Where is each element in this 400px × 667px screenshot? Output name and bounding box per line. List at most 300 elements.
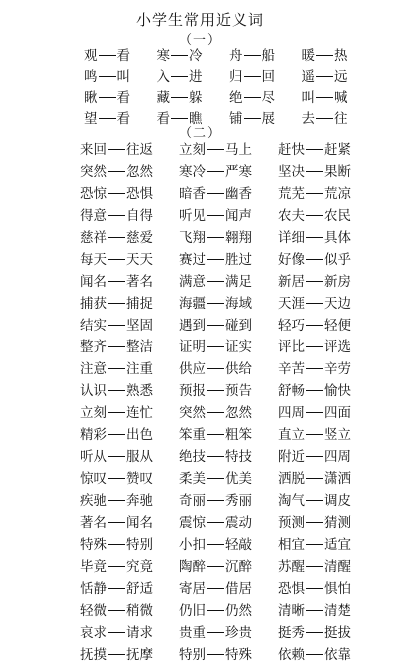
page-title: 小学生常用近义词 <box>135 11 264 29</box>
word-b: 进 <box>189 69 203 85</box>
word-a: 归 <box>229 69 243 85</box>
word-a: 藏 <box>156 90 170 106</box>
word-a: 预测 <box>278 514 305 531</box>
word-b: 秀丽 <box>225 493 252 509</box>
synonym-row <box>80 381 380 403</box>
section-2-label: （二） <box>178 126 221 141</box>
synonym-pair <box>278 425 377 447</box>
dash-separator <box>306 478 323 479</box>
word-a: 评比 <box>278 339 305 356</box>
synonym-pair <box>278 228 377 250</box>
word-a: 突然 <box>179 405 206 422</box>
synonym-pair <box>80 140 179 162</box>
word-b: 评选 <box>324 339 351 356</box>
word-b: 注重 <box>126 361 153 378</box>
synonym-pair <box>179 162 278 184</box>
synonym-pair <box>80 491 179 513</box>
word-b: 轻敲 <box>225 536 252 553</box>
synonym-pair <box>179 601 278 623</box>
synonym-pair <box>278 272 377 294</box>
word-a: 飞翔 <box>179 229 206 246</box>
word-a: 直立 <box>278 427 305 444</box>
dash-separator <box>306 632 323 633</box>
synonym-row <box>80 623 380 645</box>
synonym-row <box>80 228 380 250</box>
synonym-pair <box>80 381 179 403</box>
word-b: 清醒 <box>324 558 351 575</box>
word-b: 热 <box>334 48 348 64</box>
synonym-pair <box>302 46 375 67</box>
dash-separator <box>207 500 224 501</box>
dash-separator <box>306 412 323 413</box>
word-b: 抚摩 <box>126 646 153 663</box>
dash-separator <box>108 149 125 150</box>
word-b: 天边 <box>324 295 351 312</box>
word-a: 去 <box>301 111 315 127</box>
word-a: 轻巧 <box>278 317 305 334</box>
dash-separator <box>207 390 224 391</box>
synonym-pair <box>179 623 278 645</box>
word-b: 赞叹 <box>126 471 153 488</box>
word-a: 遇到 <box>179 317 206 334</box>
word-a: 突然 <box>80 163 107 180</box>
word-a: 依赖 <box>278 646 305 663</box>
word-b: 恐惧 <box>126 185 153 202</box>
word-a: 舟 <box>229 48 243 64</box>
word-a: 特别 <box>179 646 206 663</box>
word-b: 服从 <box>126 449 153 466</box>
dash-separator <box>108 281 125 282</box>
synonym-pair <box>80 250 179 272</box>
synonym-row <box>80 294 380 316</box>
word-b: 海域 <box>225 295 252 312</box>
word-b: 尽 <box>261 90 275 106</box>
synonym-row <box>84 46 374 67</box>
dash-separator <box>108 390 125 391</box>
synonym-pair <box>80 601 179 623</box>
dash-separator <box>207 259 224 260</box>
synonym-pair <box>278 162 377 184</box>
word-a: 淘气 <box>278 493 305 509</box>
word-b: 挺拔 <box>324 624 351 641</box>
dash-separator <box>306 149 323 150</box>
word-b: 轻便 <box>324 317 351 334</box>
word-b: 四面 <box>324 405 351 422</box>
synonym-pair <box>302 67 375 88</box>
word-a: 笨重 <box>179 427 206 444</box>
word-b: 奔驰 <box>126 493 153 509</box>
word-b: 愉快 <box>324 383 351 400</box>
synonym-pair <box>278 447 377 469</box>
word-a: 新居 <box>278 273 305 290</box>
dash-separator <box>306 610 323 611</box>
synonym-pair <box>80 272 179 294</box>
word-b: 辛劳 <box>324 361 351 378</box>
word-b: 躲 <box>189 90 203 106</box>
dash-separator <box>306 522 323 523</box>
word-b: 果断 <box>324 163 351 180</box>
synonym-row <box>80 645 380 667</box>
synonym-pair <box>157 67 230 88</box>
dash-separator <box>306 303 323 304</box>
synonym-pair <box>80 184 179 206</box>
dash-separator <box>207 368 224 369</box>
word-b: 冷 <box>189 48 203 64</box>
word-a: 满意 <box>179 273 206 290</box>
dash-separator <box>108 566 125 567</box>
synonym-pair <box>80 469 179 491</box>
synonym-row <box>80 557 380 579</box>
dash-separator <box>244 76 261 77</box>
word-b: 船 <box>261 48 275 64</box>
synonym-pair <box>179 250 278 272</box>
dash-separator <box>108 500 125 501</box>
dash-separator <box>108 610 125 611</box>
synonym-pair <box>278 337 377 359</box>
dash-separator <box>108 346 125 347</box>
word-b: 整洁 <box>126 339 153 356</box>
synonym-pair <box>229 67 302 88</box>
word-b: 供给 <box>225 361 252 378</box>
dash-separator <box>207 149 224 150</box>
word-a: 整齐 <box>80 339 107 356</box>
word-b: 满足 <box>225 273 252 290</box>
word-b: 借居 <box>225 580 252 597</box>
word-a: 铺 <box>229 111 243 127</box>
dash-separator <box>207 346 224 347</box>
dash-separator <box>171 118 188 119</box>
word-b: 具体 <box>324 229 351 246</box>
dash-separator <box>207 193 224 194</box>
synonym-row <box>80 447 380 469</box>
word-b: 农民 <box>324 207 351 224</box>
word-a: 立刻 <box>80 405 107 422</box>
word-a: 赛过 <box>179 251 206 268</box>
word-a: 叫 <box>301 90 315 106</box>
word-a: 暗香 <box>179 185 206 202</box>
dash-separator <box>108 368 125 369</box>
word-b: 特技 <box>225 449 252 466</box>
word-a: 寒冷 <box>179 163 206 180</box>
dash-separator <box>108 215 125 216</box>
word-a: 慈祥 <box>80 229 107 246</box>
word-a: 绝 <box>229 90 243 106</box>
word-b: 熟悉 <box>126 383 153 400</box>
word-a: 每天 <box>80 251 107 268</box>
synonym-pair <box>80 535 179 557</box>
word-a: 入 <box>156 69 170 85</box>
dash-separator <box>207 478 224 479</box>
word-b: 究竟 <box>126 558 153 575</box>
synonym-pair <box>179 425 278 447</box>
word-b: 调皮 <box>324 493 351 509</box>
word-a: 好像 <box>278 251 305 268</box>
dash-separator <box>207 588 224 589</box>
dash-separator <box>108 456 125 457</box>
word-a: 瞅 <box>84 90 98 106</box>
dash-separator <box>108 303 125 304</box>
synonym-row <box>80 579 380 601</box>
dash-separator <box>207 237 224 238</box>
synonym-pair <box>278 535 377 557</box>
word-a: 疾驰 <box>80 493 107 509</box>
dash-separator <box>244 97 261 98</box>
word-b: 连忙 <box>126 405 153 422</box>
word-a: 舒畅 <box>278 383 305 400</box>
word-b: 惧怕 <box>324 580 351 597</box>
dash-separator <box>99 55 116 56</box>
word-b: 翱翔 <box>225 229 252 246</box>
synonym-pair <box>179 337 278 359</box>
word-a: 来回 <box>80 142 107 158</box>
synonym-row <box>80 272 380 294</box>
synonym-row <box>80 250 380 272</box>
word-a: 贵重 <box>179 624 206 641</box>
synonym-row <box>80 359 380 381</box>
word-a: 供应 <box>179 361 206 378</box>
synonym-pair <box>278 316 377 338</box>
synonym-pair <box>84 46 157 67</box>
synonym-pair <box>278 557 377 579</box>
word-a: 听见 <box>179 207 206 224</box>
word-a: 望 <box>84 111 98 127</box>
synonym-pair <box>179 140 278 162</box>
word-a: 挺秀 <box>278 624 305 641</box>
dash-separator <box>316 76 333 77</box>
dash-separator <box>108 412 125 413</box>
synonym-pair <box>179 381 278 403</box>
synonym-pair <box>179 206 278 228</box>
synonym-pair <box>80 623 179 645</box>
dash-separator <box>306 237 323 238</box>
word-b: 喊 <box>334 90 348 106</box>
word-a: 农夫 <box>278 207 305 224</box>
synonym-pair <box>179 316 278 338</box>
synonym-pair <box>80 513 179 535</box>
synonym-pair <box>80 337 179 359</box>
dash-separator <box>108 237 125 238</box>
synonym-pair <box>278 491 377 513</box>
word-b: 稍微 <box>126 602 153 619</box>
word-b: 看 <box>116 48 130 64</box>
dash-separator <box>316 118 333 119</box>
section-1-label: （一） <box>178 33 221 48</box>
word-b: 新房 <box>324 273 351 290</box>
synonym-pair <box>80 162 179 184</box>
word-b: 震动 <box>225 514 252 531</box>
dash-separator <box>207 434 224 435</box>
dash-separator <box>306 588 323 589</box>
word-a: 附近 <box>278 449 305 466</box>
word-b: 闻声 <box>225 207 252 224</box>
synonym-pair <box>179 447 278 469</box>
section-1-grid <box>84 46 374 130</box>
synonym-pair <box>80 447 179 469</box>
synonym-pair <box>80 294 179 316</box>
dash-separator <box>207 610 224 611</box>
word-a: 恐惊 <box>80 185 107 202</box>
dash-separator <box>171 97 188 98</box>
word-b: 慈爱 <box>126 229 153 246</box>
synonym-pair <box>179 491 278 513</box>
word-a: 鸣 <box>84 69 98 85</box>
word-b: 荒凉 <box>324 185 351 202</box>
word-a: 辛苦 <box>278 361 305 378</box>
word-b: 天天 <box>126 251 153 268</box>
word-a: 震惊 <box>179 514 206 531</box>
word-a: 轻微 <box>80 602 107 619</box>
dash-separator <box>306 566 323 567</box>
synonym-pair <box>179 557 278 579</box>
word-a: 坚决 <box>278 163 305 180</box>
synonym-pair <box>84 67 157 88</box>
dash-separator <box>108 588 125 589</box>
synonym-pair <box>179 645 278 667</box>
synonym-pair <box>278 623 377 645</box>
word-b: 潇洒 <box>324 471 351 488</box>
word-a: 得意 <box>80 207 107 224</box>
dash-separator <box>306 368 323 369</box>
dash-separator <box>207 171 224 172</box>
word-a: 恐惧 <box>278 580 305 597</box>
dash-separator <box>207 303 224 304</box>
synonym-pair <box>278 645 377 667</box>
word-b: 看 <box>116 111 130 127</box>
word-a: 荒芜 <box>278 185 305 202</box>
word-b: 远 <box>334 69 348 85</box>
word-a: 精彩 <box>80 427 107 444</box>
word-a: 绝技 <box>179 449 206 466</box>
word-a: 陶醉 <box>179 558 206 575</box>
word-a: 闻名 <box>80 273 107 290</box>
synonym-pair <box>278 250 377 272</box>
dash-separator <box>306 215 323 216</box>
dash-separator <box>306 456 323 457</box>
synonym-pair <box>278 359 377 381</box>
dash-separator <box>108 171 125 172</box>
word-b: 看 <box>116 90 130 106</box>
synonym-row <box>80 337 380 359</box>
word-a: 恬静 <box>80 580 107 597</box>
dash-separator <box>244 55 261 56</box>
synonym-pair <box>179 294 278 316</box>
word-b: 赶紧 <box>324 142 351 158</box>
word-b: 沉醉 <box>225 558 252 575</box>
word-a: 注意 <box>80 361 107 378</box>
dash-separator <box>306 281 323 282</box>
dash-separator <box>207 544 224 545</box>
synonym-pair <box>278 206 377 228</box>
synonym-pair <box>278 513 377 535</box>
word-b: 特殊 <box>225 646 252 663</box>
synonym-pair <box>80 645 179 667</box>
synonym-row <box>84 88 374 109</box>
word-a: 看 <box>156 111 170 127</box>
word-a: 遥 <box>301 69 315 85</box>
word-b: 优美 <box>225 471 252 488</box>
word-b: 出色 <box>126 427 153 444</box>
dash-separator <box>207 281 224 282</box>
synonym-pair <box>157 46 230 67</box>
word-b: 瞧 <box>189 111 203 127</box>
word-a: 四周 <box>278 405 305 422</box>
word-b: 自得 <box>126 207 153 224</box>
synonym-pair <box>80 403 179 425</box>
synonym-pair <box>179 272 278 294</box>
dash-separator <box>306 434 323 435</box>
word-a: 立刻 <box>179 142 206 158</box>
dash-separator <box>207 522 224 523</box>
dash-separator <box>244 118 261 119</box>
dash-separator <box>99 76 116 77</box>
word-b: 粗笨 <box>225 427 252 444</box>
dash-separator <box>316 97 333 98</box>
word-b: 舒适 <box>126 580 153 597</box>
synonym-pair <box>179 579 278 601</box>
dash-separator <box>108 632 125 633</box>
synonym-pair <box>80 316 179 338</box>
word-b: 幽香 <box>225 185 252 202</box>
dash-separator <box>306 390 323 391</box>
word-a: 苏醒 <box>278 558 305 575</box>
synonym-pair <box>80 557 179 579</box>
word-b: 捕捉 <box>126 295 153 312</box>
synonym-row <box>80 491 380 513</box>
synonym-row <box>80 601 380 623</box>
word-b: 适宜 <box>324 536 351 553</box>
synonym-pair <box>278 294 377 316</box>
word-a: 预报 <box>179 383 206 400</box>
dash-separator <box>108 544 125 545</box>
dash-separator <box>207 632 224 633</box>
word-b: 四周 <box>324 449 351 466</box>
dash-separator <box>207 325 224 326</box>
dash-separator <box>171 55 188 56</box>
word-a: 证明 <box>179 339 206 356</box>
word-b: 忽然 <box>225 405 252 422</box>
word-b: 猜测 <box>324 514 351 531</box>
dash-separator <box>108 434 125 435</box>
word-a: 结实 <box>80 317 107 334</box>
word-b: 碰到 <box>225 317 252 334</box>
synonym-pair <box>179 513 278 535</box>
dash-separator <box>207 215 224 216</box>
word-a: 哀求 <box>80 624 107 641</box>
word-b: 叫 <box>116 69 130 85</box>
synonym-pair <box>229 88 302 109</box>
word-b: 似乎 <box>324 251 351 268</box>
word-a: 详细 <box>278 229 305 246</box>
word-a: 著名 <box>80 514 107 531</box>
dash-separator <box>306 654 323 655</box>
synonym-row <box>80 469 380 491</box>
synonym-pair <box>80 228 179 250</box>
word-a: 抚摸 <box>80 646 107 663</box>
synonym-pair <box>278 381 377 403</box>
synonym-pair <box>179 184 278 206</box>
word-b: 仍然 <box>225 602 252 619</box>
synonym-pair <box>302 88 375 109</box>
dash-separator <box>108 522 125 523</box>
dash-separator <box>306 346 323 347</box>
synonym-row <box>84 67 374 88</box>
section-2-grid <box>80 140 380 667</box>
word-a: 观 <box>84 48 98 64</box>
synonym-pair <box>278 469 377 491</box>
dash-separator <box>108 654 125 655</box>
word-b: 回 <box>261 69 275 85</box>
word-b: 证实 <box>225 339 252 356</box>
